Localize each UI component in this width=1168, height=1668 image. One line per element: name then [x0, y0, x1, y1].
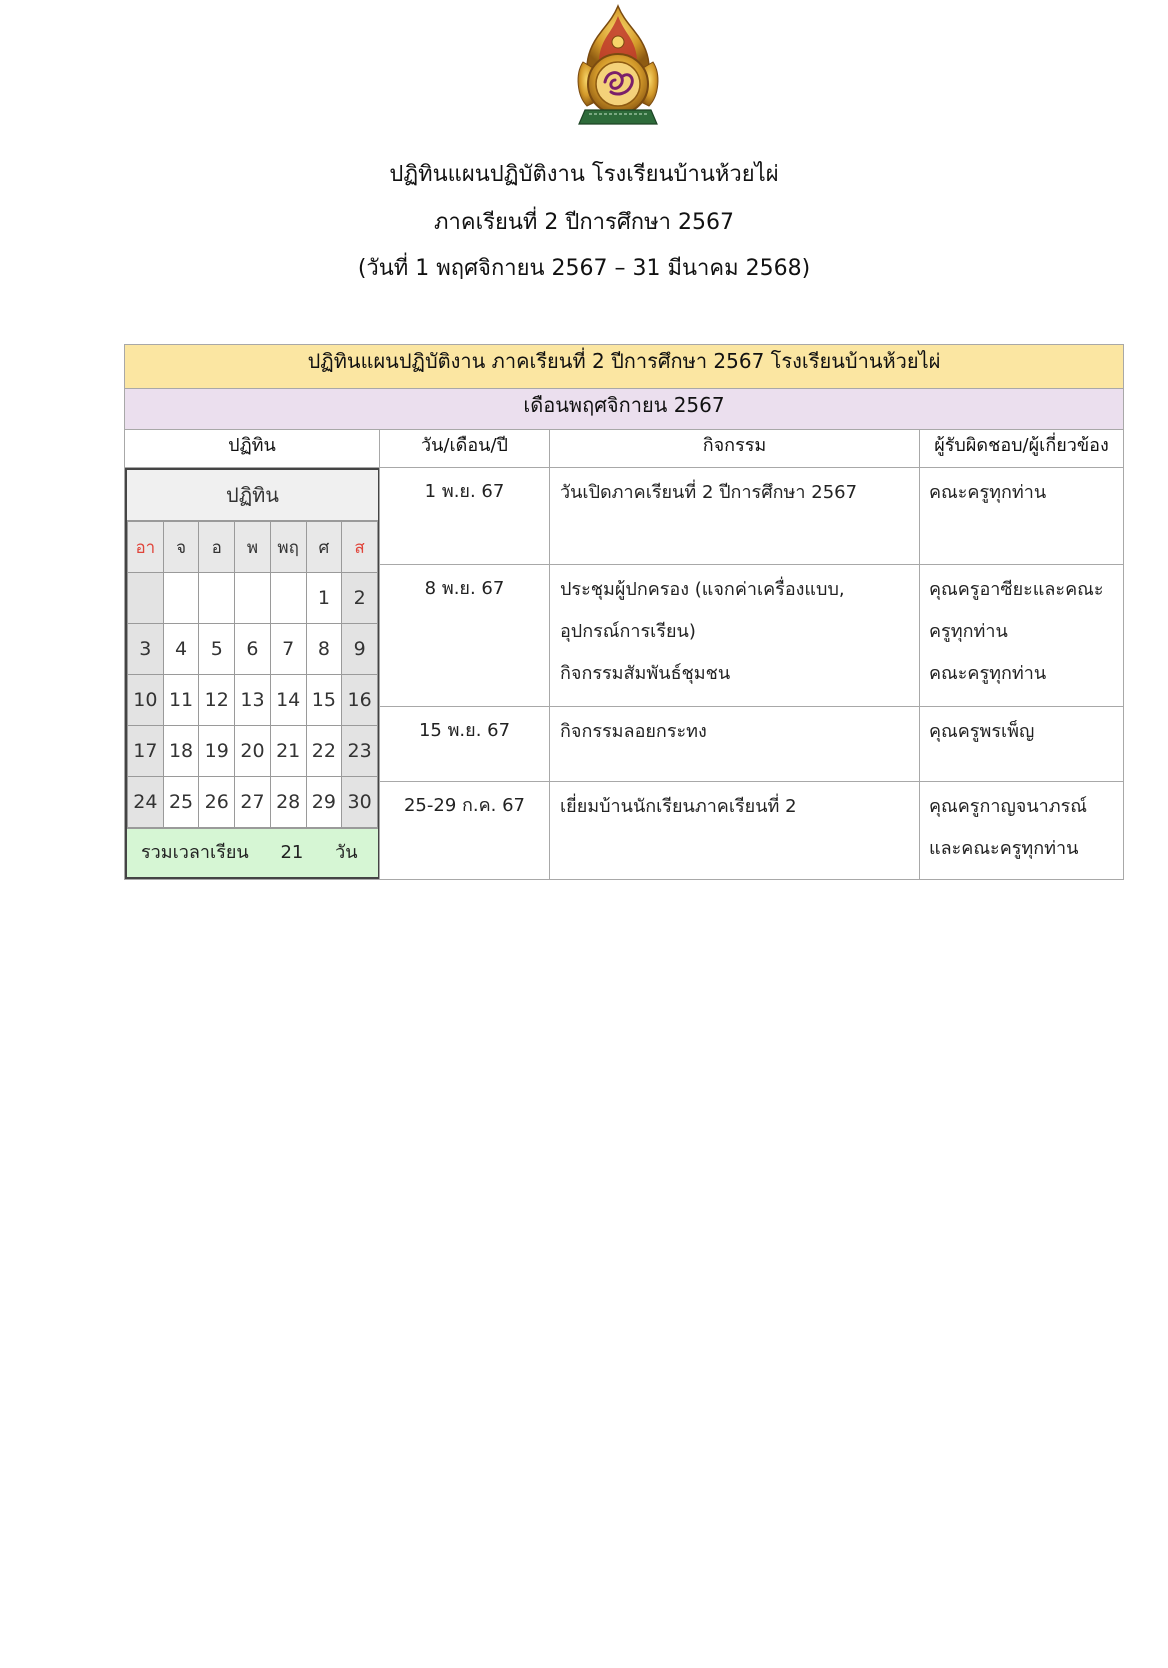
row-date: 15 พ.ย. 67 [380, 706, 550, 782]
school-days-total [127, 828, 378, 877]
calendar-day: 25 [163, 777, 199, 828]
responsible-line: และคณะครูทุกท่าน [929, 838, 1079, 860]
activity-line: ประชุมผู้ปกครอง (แจกค่าเครื่องแบบ, [560, 578, 845, 600]
calendar-day [270, 573, 306, 624]
column-header-activity: กิจกรรม [550, 430, 920, 468]
calendar-day: 13 [235, 675, 271, 726]
calendar-week [128, 675, 378, 726]
calendar-day: 9 [342, 624, 378, 675]
row-date: 8 พ.ย. 67 [380, 564, 550, 706]
calendar-day: 18 [163, 726, 199, 777]
table-row [125, 468, 1124, 565]
calendar-day: 22 [306, 726, 342, 777]
row-responsible [920, 782, 1124, 880]
calendar-day: 2 [342, 573, 378, 624]
calendar-grid [127, 521, 378, 828]
activity-line: เยี่ยมบ้านนักเรียนภาคเรียนที่ 2 [560, 796, 797, 818]
month-calendar [125, 468, 380, 879]
calendar-day: 4 [163, 624, 199, 675]
calendar-day: 16 [342, 675, 378, 726]
column-header-date: วัน/เดือน/ปี [380, 430, 550, 468]
table-title: ปฏิทินแผนปฏิบัติงาน ภาคเรียนที่ 2 ปีการศึกษา 2567 โรงเรียนบ้านห้วยไผ่ [125, 345, 1124, 389]
weekday-tue: อ [199, 522, 235, 573]
calendar-day [128, 573, 164, 624]
calendar-day: 29 [306, 777, 342, 828]
calendar-day: 15 [306, 675, 342, 726]
row-responsible [920, 468, 1124, 565]
calendar-day: 19 [199, 726, 235, 777]
column-header-calendar: ปฏิทิน [125, 430, 380, 468]
calendar-day: 28 [270, 777, 306, 828]
calendar-day: 6 [235, 624, 271, 675]
table-month-row [125, 389, 1124, 430]
calendar-day: 1 [306, 573, 342, 624]
calendar-day: 24 [128, 777, 164, 828]
responsible-line: คุณครูอาซียะและคณะ [929, 578, 1104, 600]
responsible-line: คณะครูทุกท่าน [929, 662, 1047, 684]
total-value: 21 [280, 842, 304, 863]
calendar-day [235, 573, 271, 624]
calendar-day: 12 [199, 675, 235, 726]
document-title: ปฏิทินแผนปฏิบัติงาน โรงเรียนบ้านห้วยไผ่ [389, 162, 779, 187]
calendar-cell [125, 468, 380, 880]
calendar-day: 3 [128, 624, 164, 675]
responsible-line: คณะครูทุกท่าน [929, 482, 1047, 503]
calendar-week [128, 624, 378, 675]
document-subtitle-semester: ภาคเรียนที่ 2 ปีการศึกษา 2567 [434, 210, 734, 235]
row-activity [550, 564, 920, 706]
calendar-day: 11 [163, 675, 199, 726]
activity-line: วันเปิดภาคเรียนที่ 2 ปีการศึกษา 2567 [560, 482, 858, 503]
emblem-obec-icon [567, 2, 669, 134]
row-responsible [920, 706, 1124, 782]
calendar-week [128, 726, 378, 777]
weekday-row [128, 522, 378, 573]
calendar-day: 21 [270, 726, 306, 777]
calendar-week [128, 777, 378, 828]
calendar-day: 8 [306, 624, 342, 675]
activity-line: อุปกรณ์การเรียน) [560, 620, 696, 642]
calendar-day: 26 [199, 777, 235, 828]
responsible-line: คุณครูกาญจนาภรณ์ [929, 796, 1087, 818]
calendar-day: 17 [128, 726, 164, 777]
weekday-mon: จ [163, 522, 199, 573]
calendar-day [163, 573, 199, 624]
responsible-line: ครูทุกท่าน [929, 620, 1008, 642]
total-label: รวมเวลาเรียน [141, 842, 249, 863]
responsible-line: คุณครูพรเพ็ญ [929, 720, 1035, 742]
calendar-day: 14 [270, 675, 306, 726]
weekday-wed: พ [235, 522, 271, 573]
calendar-week [128, 573, 378, 624]
activity-line: กิจกรรมลอยกระทง [560, 720, 707, 742]
calendar-day: 20 [235, 726, 271, 777]
row-activity [550, 468, 920, 565]
weekday-sun: อา [128, 522, 164, 573]
row-activity [550, 782, 920, 880]
weekday-fri: ศ [306, 522, 342, 573]
table-header-row [125, 430, 1124, 468]
weekday-thu: พฤ [270, 522, 306, 573]
calendar-day: 7 [270, 624, 306, 675]
activity-plan-table [124, 344, 1124, 880]
total-unit: วัน [335, 842, 358, 863]
row-date: 25-29 ก.ค. 67 [380, 782, 550, 880]
calendar-day: 10 [128, 675, 164, 726]
table-title-row [125, 345, 1124, 389]
month-label: เดือนพฤศจิกายน 2567 [125, 389, 1124, 430]
column-header-responsible: ผู้รับผิดชอบ/ผู้เกี่ยวข้อง [920, 430, 1124, 468]
row-activity [550, 706, 920, 782]
calendar-day: 23 [342, 726, 378, 777]
calendar-day [199, 573, 235, 624]
calendar-title: ปฏิทิน [127, 470, 378, 521]
calendar-day: 30 [342, 777, 378, 828]
calendar-day: 27 [235, 777, 271, 828]
weekday-sat: ส [342, 522, 378, 573]
calendar-day: 5 [199, 624, 235, 675]
document-subtitle-date-range: (วันที่ 1 พฤศจิกายน 2567 – 31 มีนาคม 2568) [357, 256, 811, 281]
row-date: 1 พ.ย. 67 [380, 468, 550, 565]
row-responsible [920, 564, 1124, 706]
activity-line: กิจกรรมสัมพันธ์ชุมชน [560, 662, 731, 684]
